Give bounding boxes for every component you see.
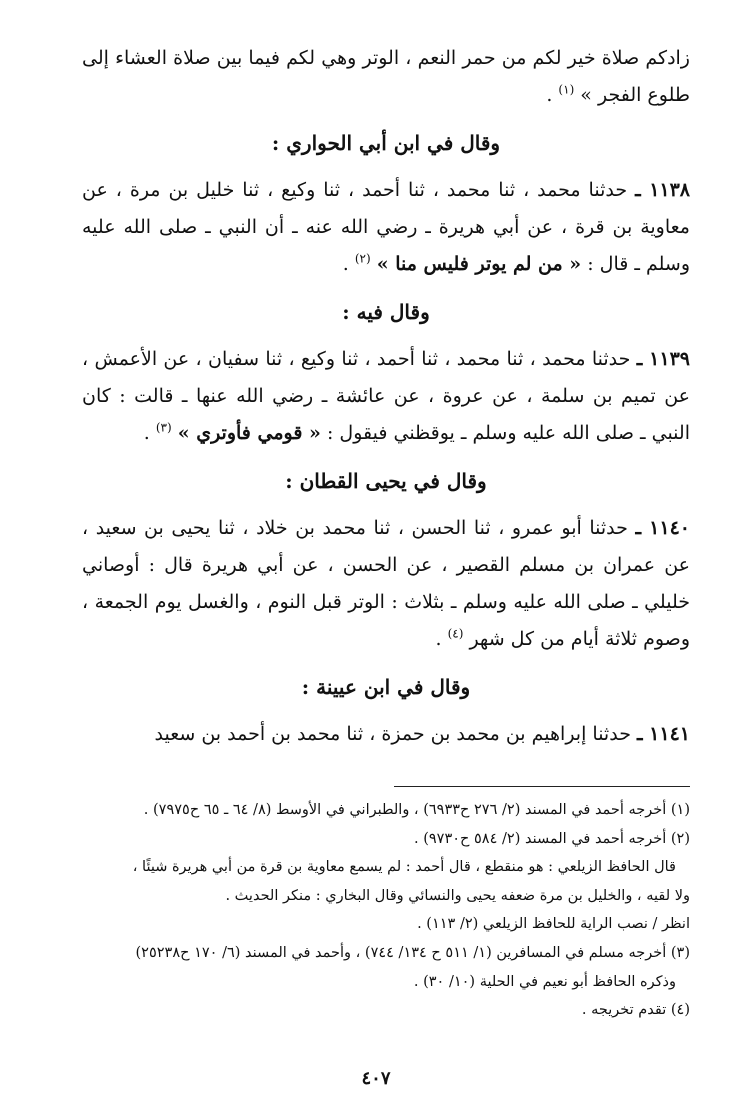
footnote-marker: (٣): [155, 420, 172, 435]
paragraph-end: .: [342, 253, 355, 275]
footnote-2-note: قال الحافظ الزيلعي : هو منقطع ، قال أحمد : لم يسمع معاوية بن قرة من أبي هريرة شيئًا ،: [132, 859, 676, 876]
paragraph-text: زادكم صلاة خير لكم من حمر النعم ، الوتر وهي لكم فيما بين صلاة العشاء إلى طلوع الفجر »: [82, 47, 690, 106]
footnote-1: (١) أخرجه أحمد في المسند (٢/ ٢٧٦ ح٦٩٣٣) ، والطبراني في الأوسط (٨/ ٦٤ ـ ٦٥ ح٧٩٧٥) .: [143, 802, 690, 818]
hadith-1140: [82, 510, 690, 658]
section-heading: وقال في يحيى القطان :: [285, 469, 487, 493]
paragraph-end: .: [546, 84, 559, 106]
hadith-1139: [82, 341, 690, 452]
footnotes: [82, 796, 690, 1025]
footnote-2: (٢) أخرجه أحمد في المسند (٢/ ٥٨٤ ح٩٧٣٠) .: [413, 830, 690, 847]
paragraph-continuation: [82, 40, 690, 114]
footnote-marker: (١): [558, 82, 575, 97]
section-heading: وقال في ابن عيينة :: [301, 675, 471, 699]
footnote-3-note: وذكره الحافظ أبو نعيم في الحلية (١٠/ ٣٠) .: [413, 973, 676, 990]
hadith-text: حدثنا محمد ، ثنا محمد ، ثنا أحمد ، ثنا وكيع ، ثنا سفيان ، عن الأعمش ، عن تميم بن سلمة ، عن عروة ، عن عائشة ـ رضي الله عنها ـ قالت : كان النبي ـ صلى الله عليه وسلم ـ يوقظني فيقول :: [82, 348, 690, 444]
footnote-4: (٤) تقدم تخريجه .: [581, 1002, 690, 1019]
footnote-marker: (٤): [447, 626, 464, 641]
hadith-number: ١١٤١ ـ: [636, 723, 690, 745]
main-text: [82, 40, 690, 753]
hadith-text: حدثنا إبراهيم بن محمد بن حمزة ، ثنا محمد بن أحمد بن سعيد: [154, 723, 631, 745]
page-number: ٤٠٧: [361, 1068, 391, 1089]
section-heading: وقال في ابن أبي الحواري :: [271, 131, 501, 155]
paragraph-end: .: [143, 422, 156, 444]
footnote-3: (٣) أخرجه مسلم في المسافرين (١/ ٥١١ ح ١٣٤/ ٧٤٤) ، وأحمد في المسند (٦/ ١٧٠ ح٢٥٢٣٨): [135, 944, 690, 961]
footnote-divider: [394, 786, 690, 787]
footnote-2-reference: انظر / نصب الراية للحافظ الزيلعي (٢/ ١١٣) .: [417, 916, 690, 933]
hadith-1141: [82, 716, 690, 753]
hadith-quote: « من لم يوتر فليس منا »: [376, 253, 582, 275]
footnote-2-note: ولا لقيه ، والخليل بن مرة ضعفه يحيى والنسائي وقال البخاري : منكر الحديث .: [225, 887, 690, 904]
hadith-quote: « قومي فأوتري »: [177, 422, 321, 444]
paragraph-end: .: [435, 628, 448, 650]
hadith-1138: [82, 172, 690, 283]
section-heading: وقال فيه :: [342, 300, 430, 324]
hadith-text: حدثنا أبو عمرو ، ثنا الحسن ، ثنا محمد بن خلاد ، ثنا يحيى بن سعيد ، عن عمران بن مسلم القصير ، عن الحسن ، عن أبي هريرة قال : أوصاني خليلي ـ صلى الله عليه وسلم ـ بثلاث : الوتر قبل النوم ، والغسل يوم الجمعة ، وصوم ثلاثة أيام من كل شهر: [82, 517, 690, 650]
footnote-marker: (٢): [354, 251, 371, 266]
hadith-number: ١١٤٠ ـ: [635, 517, 690, 539]
hadith-text: حدثنا محمد ، ثنا محمد ، ثنا أحمد ، ثنا وكيع ، ثنا خليل بن مرة ، عن معاوية بن قرة ، عن أبي هريرة ـ رضي الله عنه ـ أن النبي ـ صلى الله عليه وسلم ـ قال :: [82, 179, 690, 275]
hadith-number: ١١٣٩ ـ: [636, 348, 690, 370]
hadith-number: ١١٣٨ ـ: [635, 179, 691, 201]
